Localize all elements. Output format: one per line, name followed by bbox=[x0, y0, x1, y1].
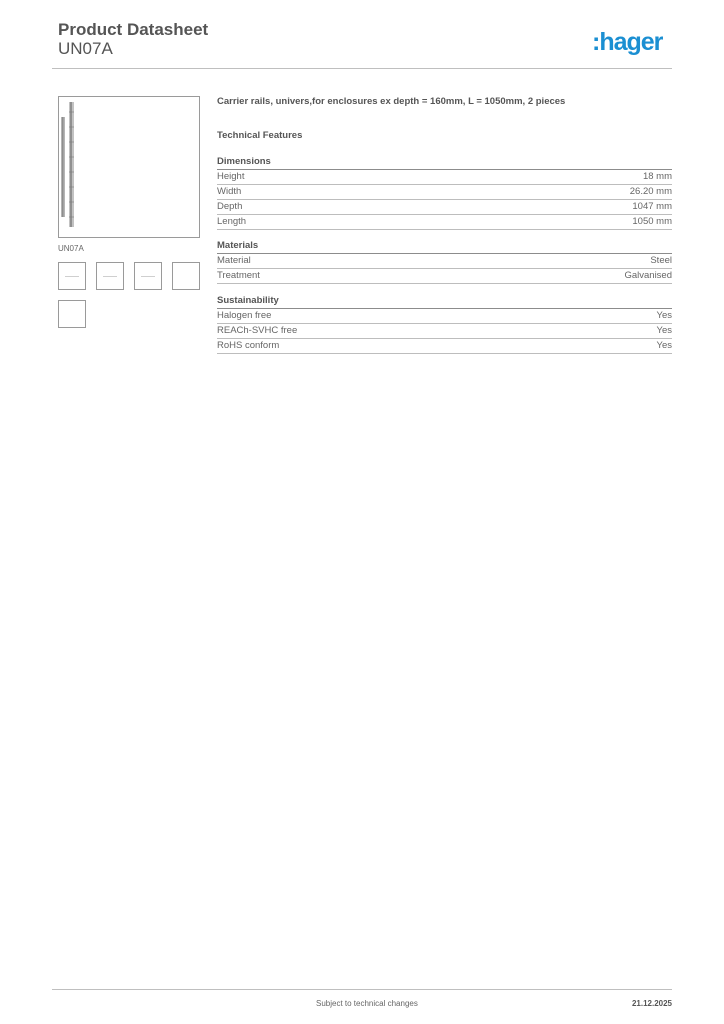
table-row bbox=[217, 200, 672, 215]
materials-title: Materials bbox=[217, 239, 672, 254]
row-label: Depth bbox=[217, 201, 243, 212]
product-description: Carrier rails, univers,for enclosures ex depth = 160mm, L = 1050mm, 2 pieces bbox=[217, 96, 566, 107]
row-value: Galvanised bbox=[624, 270, 672, 281]
technical-content bbox=[217, 95, 672, 354]
row-value: Yes bbox=[656, 325, 672, 336]
thumbnail-2[interactable] bbox=[96, 262, 124, 290]
thumbnail-4[interactable] bbox=[172, 262, 200, 290]
row-value: 1050 mm bbox=[632, 216, 672, 227]
table-row bbox=[217, 170, 672, 185]
row-value: 18 mm bbox=[642, 171, 672, 182]
row-label: Height bbox=[217, 171, 245, 182]
row-label: RoHS conform bbox=[217, 340, 280, 351]
row-label: Treatment bbox=[217, 270, 260, 281]
row-label: Material bbox=[217, 255, 251, 266]
row-label: Halogen free bbox=[217, 310, 272, 321]
table-row bbox=[217, 254, 672, 269]
row-label: Length bbox=[217, 216, 247, 227]
thumbnail-placeholder bbox=[141, 276, 155, 277]
row-value: Yes bbox=[656, 310, 672, 321]
thumbnail-3[interactable] bbox=[134, 262, 162, 290]
footer-divider bbox=[52, 989, 672, 990]
product-image[interactable] bbox=[58, 96, 200, 238]
header-divider bbox=[52, 68, 672, 69]
dimensions-title: Dimensions bbox=[217, 155, 672, 170]
table-row bbox=[217, 309, 672, 324]
row-value: Steel bbox=[650, 255, 672, 266]
table-row bbox=[217, 185, 672, 200]
row-label: Width bbox=[217, 186, 242, 197]
carrier-rail-picture bbox=[59, 97, 199, 237]
row-value: 26.20 mm bbox=[629, 186, 672, 197]
materials-section bbox=[217, 239, 672, 284]
table-row bbox=[217, 215, 672, 230]
row-label: REACh-SVHC free bbox=[217, 325, 298, 336]
technical-features-heading: Technical Features bbox=[217, 130, 303, 141]
footer-date: 21.12.2025 bbox=[631, 999, 672, 1008]
thumbnail-5[interactable] bbox=[58, 300, 86, 328]
row-value: 1047 mm bbox=[632, 201, 672, 212]
hager-logo: :hager bbox=[592, 28, 663, 56]
table-row bbox=[217, 324, 672, 339]
dimensions-section bbox=[217, 155, 672, 230]
table-row bbox=[217, 339, 672, 354]
sustainability-title: Sustainability bbox=[217, 294, 672, 309]
row-value: Yes bbox=[656, 340, 672, 351]
image-caption: UN07A bbox=[58, 244, 84, 253]
thumbnail-placeholder bbox=[103, 276, 117, 277]
thumbnail-1[interactable] bbox=[58, 262, 86, 290]
sustainability-section bbox=[217, 294, 672, 354]
thumbnail-placeholder bbox=[65, 276, 79, 277]
product-code: UN07A bbox=[58, 39, 113, 58]
page-title: Product Datasheet bbox=[58, 20, 209, 39]
footer-note: Subject to technical changes bbox=[316, 999, 418, 1008]
table-row bbox=[217, 269, 672, 284]
